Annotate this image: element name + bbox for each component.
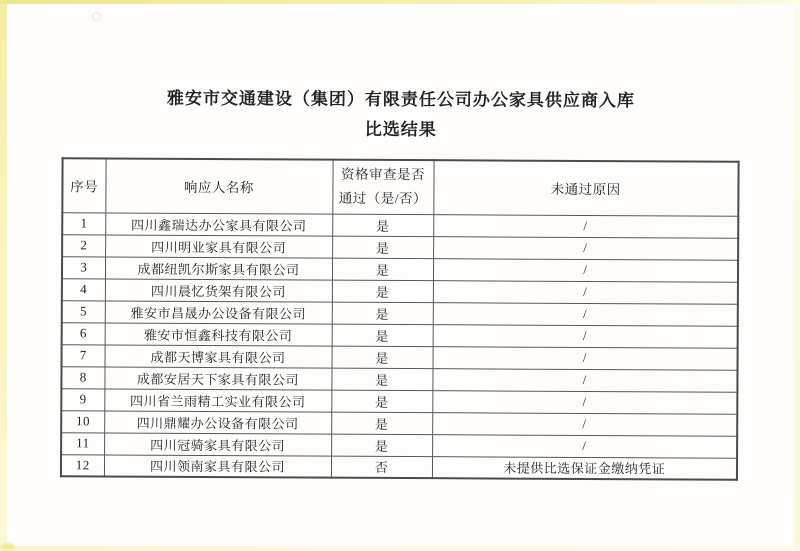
table-body	[61, 212, 738, 480]
cell-pass: 是	[332, 258, 433, 281]
cell-pass: 是	[332, 236, 433, 259]
cell-pass: 是	[332, 346, 433, 369]
col-header-reason: 未通过原因	[433, 160, 738, 216]
cell-respondent-name: 雅安市恒鑫科技有限公司	[105, 322, 332, 345]
document-title	[1, 83, 800, 147]
cell-reason: 未提供比选保证金缴纳凭证	[432, 456, 737, 480]
cell-respondent-name: 雅安市昌晟办公设备有限公司	[105, 300, 332, 323]
cell-index: 10	[61, 410, 104, 432]
cell-reason: /	[433, 346, 738, 370]
table-header-row	[62, 158, 738, 216]
col-header-qualification	[332, 160, 433, 215]
cell-index: 11	[61, 432, 104, 454]
cell-pass: 是	[332, 324, 433, 347]
cell-reason: /	[433, 302, 738, 326]
cell-respondent-name: 四川鑫瑞达办公家具有限公司	[105, 212, 332, 235]
cell-pass: 是	[332, 214, 433, 237]
cell-pass: 是	[332, 302, 433, 325]
cell-respondent-name: 四川晨忆货架有限公司	[105, 278, 332, 301]
cell-respondent-name: 四川鼎耀办公设备有限公司	[104, 410, 331, 433]
cell-respondent-name: 成都纽凯尔斯家具有限公司	[105, 256, 332, 279]
cell-index: 2	[62, 234, 105, 256]
table-row	[61, 454, 737, 480]
cell-reason: /	[433, 214, 738, 238]
cell-pass: 是	[331, 390, 432, 413]
cell-pass: 否	[331, 456, 432, 479]
cell-reason: /	[432, 368, 737, 392]
selection-result-table	[60, 157, 740, 481]
cell-index: 9	[61, 388, 104, 410]
title-line-1: 雅安市交通建设（集团）有限责任公司办公家具供应商入库	[166, 88, 635, 111]
cell-pass: 是	[332, 280, 433, 303]
cell-index: 6	[62, 322, 105, 344]
cell-pass: 是	[331, 434, 432, 457]
cell-index: 7	[62, 344, 105, 366]
cell-respondent-name: 四川明业家具有限公司	[105, 234, 332, 257]
title-line-2: 比选结果	[364, 119, 437, 140]
cell-index: 3	[62, 256, 105, 278]
cell-index: 12	[61, 454, 104, 476]
col-header-index: 序号	[62, 158, 105, 212]
cell-reason: /	[433, 324, 738, 348]
cell-respondent-name: 四川省兰雨精工实业有限公司	[104, 388, 331, 411]
cell-index: 5	[62, 300, 105, 322]
cell-reason: /	[433, 258, 738, 282]
cell-respondent-name: 成都安居天下家具有限公司	[104, 366, 331, 389]
table-header	[62, 158, 738, 216]
cell-reason: /	[433, 280, 738, 304]
cell-respondent-name: 四川冠骑家具有限公司	[104, 432, 331, 455]
col-header-name: 响应人名称	[105, 158, 332, 213]
cell-pass: 是	[331, 368, 432, 391]
col-header-qualification-line1: 资格审查是否	[340, 166, 426, 183]
cell-pass: 是	[331, 412, 432, 435]
col-header-qualification-line2: 通过（是/否）	[338, 190, 428, 207]
cell-index: 4	[62, 278, 105, 300]
cell-reason: /	[432, 412, 737, 436]
cell-reason: /	[433, 236, 738, 260]
cell-respondent-name: 四川领南家具有限公司	[104, 454, 331, 477]
cell-reason: /	[432, 390, 737, 414]
cell-index: 8	[61, 366, 104, 388]
cell-reason: /	[432, 434, 737, 458]
cell-index: 1	[62, 212, 105, 234]
cell-respondent-name: 成都天博家具有限公司	[105, 344, 332, 367]
